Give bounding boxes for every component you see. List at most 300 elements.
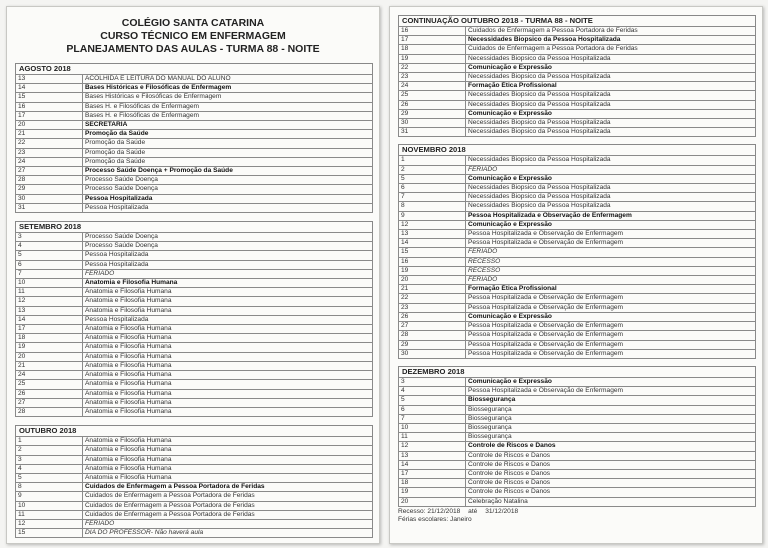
- day-cell: 1: [399, 156, 466, 165]
- lesson-cell: Necessidades Biopsico da Pessoa Hospitalizada: [466, 184, 756, 193]
- recess-start: Recesso: 21/12/2018: [398, 507, 461, 515]
- month-title: CONTINUAÇÃO OUTUBRO 2018 - TURMA 88 - NOITE: [398, 15, 756, 26]
- lesson-cell: Controle de Riscos e Danos: [466, 469, 756, 478]
- schedule-row: [16, 437, 373, 446]
- lesson-cell: Pessoa Hospitalizada e Observação de Enfermagem: [466, 387, 756, 396]
- lesson-cell: Pessoa Hospitalizada e Observação de Enfermagem: [466, 349, 756, 358]
- day-cell: 15: [16, 529, 83, 538]
- lesson-cell: Anatomia e Filosofia Humana: [83, 279, 373, 288]
- lesson-cell: RECESSO: [466, 257, 756, 266]
- schedule-row: [399, 331, 756, 340]
- lesson-cell: Bases H. e Filosóficas de Enfermagem: [83, 111, 373, 120]
- schedule-row: [399, 45, 756, 54]
- month-section: [15, 221, 373, 417]
- schedule-row: [16, 315, 373, 324]
- day-cell: 5: [16, 251, 83, 260]
- lesson-cell: Anatomia e Filosofia Humana: [83, 325, 373, 334]
- schedule-row: [399, 174, 756, 183]
- schedule-row: [16, 473, 373, 482]
- lesson-cell: FERIADO: [466, 165, 756, 174]
- day-cell: 11: [399, 433, 466, 442]
- schedule-row: [399, 211, 756, 220]
- day-cell: 2: [399, 165, 466, 174]
- lesson-cell: SECRETARIA: [83, 121, 373, 130]
- schedule-row: [16, 75, 373, 84]
- day-cell: 16: [399, 27, 466, 36]
- schedule-row: [16, 242, 373, 251]
- month-section: [398, 144, 756, 358]
- schedule-row: [399, 128, 756, 137]
- schedule-row: [16, 167, 373, 176]
- lesson-cell: Biossegurança: [466, 433, 756, 442]
- lesson-cell: Necessidades Biopsico da Pessoa Hospitalizada: [466, 100, 756, 109]
- lesson-cell: Promoção da Saúde: [83, 139, 373, 148]
- day-cell: 17: [16, 111, 83, 120]
- day-cell: 5: [399, 174, 466, 183]
- day-cell: 7: [399, 193, 466, 202]
- schedule-row: [399, 377, 756, 386]
- schedule-row: [16, 203, 373, 212]
- lesson-cell: Controle de Riscos e Danos: [466, 451, 756, 460]
- schedule-row: [16, 176, 373, 185]
- day-cell: 21: [399, 285, 466, 294]
- lesson-cell: Pessoa Hospitalizada e Observação de Enfermagem: [466, 239, 756, 248]
- schedule-row: [399, 488, 756, 497]
- day-cell: 30: [399, 349, 466, 358]
- schedule-row: [399, 387, 756, 396]
- lesson-cell: Anatomia e Filosofia Humana: [83, 464, 373, 473]
- schedule-row: [399, 202, 756, 211]
- lesson-cell: Pessoa Hospitalizada: [83, 315, 373, 324]
- day-cell: 25: [16, 380, 83, 389]
- lesson-cell: Anatomia e Filosofia Humana: [83, 306, 373, 315]
- schedule-row: [399, 433, 756, 442]
- schedule-row: [399, 220, 756, 229]
- recess-end: 31/12/2018: [485, 507, 519, 515]
- day-cell: 19: [399, 488, 466, 497]
- schedule-row: [399, 285, 756, 294]
- lesson-cell: Pessoa Hospitalizada e Observação de Enfermagem: [466, 340, 756, 349]
- day-cell: 17: [16, 325, 83, 334]
- lesson-cell: Processo Saúde Doença: [83, 185, 373, 194]
- recess-note: [398, 508, 754, 517]
- lesson-cell: Necessidades Biopsico da Pessoa Hospitalizada: [466, 119, 756, 128]
- schedule-row: [399, 36, 756, 45]
- lesson-cell: Necessidades Biopsico da Pessoa Hospitalizada: [466, 128, 756, 137]
- lesson-cell: Cuidados de Enfermagem a Pessoa Portadora de Feridas: [83, 510, 373, 519]
- schedule-row: [16, 334, 373, 343]
- day-cell: 12: [399, 220, 466, 229]
- lesson-cell: Processo Saúde Doença: [83, 176, 373, 185]
- day-cell: 3: [16, 233, 83, 242]
- day-cell: 24: [16, 157, 83, 166]
- month-title: OUTUBRO 2018: [15, 425, 373, 436]
- lesson-cell: Cuidados de Enfermagem a Pessoa Portadora de Feridas: [466, 45, 756, 54]
- schedule-row: [16, 352, 373, 361]
- lesson-cell: Bases Históricas e Filosóficas de Enfermagem: [83, 93, 373, 102]
- day-cell: 14: [399, 239, 466, 248]
- lesson-cell: Necessidades Biopsico da Pessoa Hospitalizada: [466, 73, 756, 82]
- day-cell: 14: [399, 460, 466, 469]
- day-cell: 10: [399, 423, 466, 432]
- day-cell: 20: [399, 497, 466, 506]
- schedule-row: [399, 100, 756, 109]
- day-cell: 6: [399, 405, 466, 414]
- day-cell: 21: [16, 361, 83, 370]
- day-cell: 30: [16, 194, 83, 203]
- day-cell: 23: [399, 73, 466, 82]
- month-section: [398, 366, 756, 507]
- day-cell: 3: [399, 377, 466, 386]
- schedule-row: [16, 510, 373, 519]
- day-cell: 4: [399, 387, 466, 396]
- lesson-cell: Anatomia e Filosofia Humana: [83, 473, 373, 482]
- schedule-row: [16, 194, 373, 203]
- schedule-row: [399, 312, 756, 321]
- schedule-table: [15, 232, 373, 417]
- day-cell: 15: [399, 248, 466, 257]
- day-cell: 8: [399, 202, 466, 211]
- schedule-row: [16, 501, 373, 510]
- day-cell: 20: [399, 276, 466, 285]
- day-cell: 27: [16, 167, 83, 176]
- lesson-cell: Biossegurança: [466, 414, 756, 423]
- lesson-cell: Biossegurança: [466, 423, 756, 432]
- lesson-cell: Promoção da Saúde: [83, 130, 373, 139]
- schedule-row: [399, 469, 756, 478]
- lesson-cell: Anatomia e Filosofia Humana: [83, 371, 373, 380]
- day-cell: 26: [16, 389, 83, 398]
- day-cell: 28: [16, 176, 83, 185]
- day-cell: 28: [399, 331, 466, 340]
- lesson-cell: Promoção da Saúde: [83, 157, 373, 166]
- lesson-cell: Comunicação e Expressão: [466, 174, 756, 183]
- day-cell: 5: [399, 396, 466, 405]
- lesson-cell: Necessidades Biopsico da Pessoa Hospitalizada: [466, 156, 756, 165]
- day-cell: 9: [16, 492, 83, 501]
- day-cell: 3: [16, 455, 83, 464]
- lesson-cell: Anatomia e Filosofia Humana: [83, 343, 373, 352]
- day-cell: 12: [399, 442, 466, 451]
- schedule-row: [16, 157, 373, 166]
- lesson-cell: Processo Saúde Doença + Promoção da Saúde: [83, 167, 373, 176]
- schedule-row: [399, 109, 756, 118]
- lesson-cell: Biossegurança: [466, 405, 756, 414]
- lesson-cell: Anatomia e Filosofia Humana: [83, 334, 373, 343]
- schedule-row: [399, 156, 756, 165]
- schedule-row: [399, 165, 756, 174]
- day-cell: 7: [16, 269, 83, 278]
- lesson-cell: Pessoa Hospitalizada: [83, 251, 373, 260]
- day-cell: 5: [16, 473, 83, 482]
- lesson-cell: Comunicação e Expressão: [466, 63, 756, 72]
- schedule-row: [16, 288, 373, 297]
- lesson-cell: DIA DO PROFESSOR- Não haverá aula: [83, 529, 373, 538]
- lesson-cell: Pessoa Hospitalizada e Observação de Enfermagem: [466, 294, 756, 303]
- document-header: [7, 7, 379, 56]
- day-cell: 19: [399, 54, 466, 63]
- lesson-cell: Promoção da Saúde: [83, 148, 373, 157]
- day-cell: 4: [16, 464, 83, 473]
- day-cell: 7: [399, 414, 466, 423]
- lesson-cell: Necessidades Biopsico da Pessoa Hospitalizada: [466, 193, 756, 202]
- day-cell: 9: [399, 211, 466, 220]
- lesson-cell: Formação Ética Profissional: [466, 82, 756, 91]
- day-cell: 24: [16, 371, 83, 380]
- lesson-cell: Anatomia e Filosofia Humana: [83, 446, 373, 455]
- schedule-row: [399, 63, 756, 72]
- day-cell: 19: [399, 266, 466, 275]
- schedule-row: [16, 483, 373, 492]
- schedule-row: [16, 380, 373, 389]
- month-section: [15, 63, 373, 213]
- lesson-cell: Anatomia e Filosofia Humana: [83, 352, 373, 361]
- lesson-cell: Necessidades Biopsico da Pessoa Hospitalizada: [466, 54, 756, 63]
- lesson-cell: FERIADO: [83, 519, 373, 528]
- right-page: [389, 6, 763, 544]
- day-cell: 13: [399, 230, 466, 239]
- lesson-cell: Anatomia e Filosofia Humana: [83, 389, 373, 398]
- day-cell: 2: [16, 446, 83, 455]
- schedule-table: [15, 74, 373, 213]
- month-section: [15, 425, 373, 538]
- day-cell: 18: [399, 479, 466, 488]
- left-schedule: [7, 63, 379, 538]
- day-cell: 17: [399, 469, 466, 478]
- schedule-row: [16, 297, 373, 306]
- lesson-cell: Necessidades Biopsico da Pessoa Hospitalizada: [466, 202, 756, 211]
- day-cell: 29: [399, 109, 466, 118]
- day-cell: 25: [399, 91, 466, 100]
- lesson-cell: Anatomia e Filosofia Humana: [83, 455, 373, 464]
- schedule-row: [399, 349, 756, 358]
- schedule-table: [398, 26, 756, 137]
- schedule-row: [399, 257, 756, 266]
- lesson-cell: Controle de Riscos e Danos: [466, 479, 756, 488]
- day-cell: 22: [399, 294, 466, 303]
- lesson-cell: FERIADO: [466, 276, 756, 285]
- schedule-row: [16, 492, 373, 501]
- day-cell: 13: [16, 306, 83, 315]
- lesson-cell: Pessoa Hospitalizada e Observação de Enfermagem: [466, 303, 756, 312]
- right-schedule: [390, 15, 762, 507]
- schedule-table: [398, 377, 756, 507]
- schedule-row: [399, 266, 756, 275]
- day-cell: 20: [16, 352, 83, 361]
- lesson-cell: Biossegurança: [466, 396, 756, 405]
- schedule-row: [399, 396, 756, 405]
- day-cell: 15: [16, 93, 83, 102]
- day-cell: 28: [16, 407, 83, 416]
- schedule-row: [399, 239, 756, 248]
- lesson-cell: RECESSO: [466, 266, 756, 275]
- lesson-cell: Necessidades Biopsico da Pessoa Hospitalizada: [466, 91, 756, 100]
- lesson-cell: Anatomia e Filosofia Humana: [83, 437, 373, 446]
- month-title: AGOSTO 2018: [15, 63, 373, 74]
- day-cell: 20: [16, 121, 83, 130]
- day-cell: 26: [399, 312, 466, 321]
- day-cell: 17: [399, 36, 466, 45]
- schedule-row: [16, 407, 373, 416]
- schedule-row: [399, 27, 756, 36]
- lesson-cell: Controle de Riscos e Danos: [466, 460, 756, 469]
- schedule-row: [399, 91, 756, 100]
- day-cell: 22: [16, 139, 83, 148]
- plan-title: PLANEJAMENTO DAS AULAS - TURMA 88 - NOITE: [66, 43, 320, 55]
- schedule-row: [399, 82, 756, 91]
- month-title: NOVEMBRO 2018: [398, 144, 756, 155]
- lesson-cell: ACOLHIDA E LEITURA DO MANUAL DO ALUNO: [83, 75, 373, 84]
- day-cell: 10: [16, 501, 83, 510]
- lesson-cell: Formação Ética Profissional: [466, 285, 756, 294]
- lesson-cell: Pessoa Hospitalizada: [83, 203, 373, 212]
- lesson-cell: Anatomia e Filosofia Humana: [83, 380, 373, 389]
- day-cell: 13: [16, 75, 83, 84]
- schedule-row: [399, 193, 756, 202]
- schedule-row: [16, 343, 373, 352]
- day-cell: 30: [399, 119, 466, 128]
- day-cell: 16: [16, 102, 83, 111]
- lesson-cell: Anatomia e Filosofia Humana: [83, 297, 373, 306]
- lesson-cell: Anatomia e Filosofia Humana: [83, 288, 373, 297]
- footer-notes: [398, 508, 754, 525]
- schedule-row: [399, 451, 756, 460]
- lesson-cell: Anatomia e Filosofia Humana: [83, 398, 373, 407]
- day-cell: 27: [399, 322, 466, 331]
- lesson-cell: Controle de Riscos e Danos: [466, 488, 756, 497]
- schedule-row: [16, 269, 373, 278]
- lesson-cell: Cuidados de Enfermagem a Pessoa Portadora de Feridas: [466, 27, 756, 36]
- schedule-row: [399, 184, 756, 193]
- day-cell: 11: [16, 510, 83, 519]
- schedule-row: [399, 405, 756, 414]
- lesson-cell: Pessoa Hospitalizada: [83, 194, 373, 203]
- schedule-row: [16, 251, 373, 260]
- day-cell: 8: [16, 483, 83, 492]
- schedule-table: [15, 436, 373, 538]
- schedule-row: [16, 260, 373, 269]
- schedule-row: [399, 230, 756, 239]
- day-cell: 27: [16, 398, 83, 407]
- schedule-row: [16, 446, 373, 455]
- lesson-cell: Processo Saúde Doença: [83, 233, 373, 242]
- day-cell: 6: [16, 260, 83, 269]
- day-cell: 29: [16, 185, 83, 194]
- schedule-row: [399, 322, 756, 331]
- schedule-row: [16, 93, 373, 102]
- schedule-row: [16, 361, 373, 370]
- lesson-cell: Bases Históricas e Filosóficas de Enfermagem: [83, 84, 373, 93]
- schedule-row: [399, 497, 756, 506]
- schedule-row: [399, 423, 756, 432]
- lesson-cell: Processo Saúde Doença: [83, 242, 373, 251]
- schedule-row: [16, 389, 373, 398]
- lesson-cell: Necessidades Biopsico da Pessoa Hospitalizada: [466, 36, 756, 45]
- schedule-row: [16, 464, 373, 473]
- day-cell: 22: [399, 63, 466, 72]
- lesson-cell: Celebração Natalina: [466, 497, 756, 506]
- schedule-row: [399, 442, 756, 451]
- lesson-cell: Pessoa Hospitalizada e Observação de Enfermagem: [466, 230, 756, 239]
- schedule-row: [399, 414, 756, 423]
- lesson-cell: Anatomia e Filosofia Humana: [83, 407, 373, 416]
- lesson-cell: Pessoa Hospitalizada e Observação de Enfermagem: [466, 331, 756, 340]
- day-cell: 31: [399, 128, 466, 137]
- schedule-row: [16, 130, 373, 139]
- school-name: COLÉGIO SANTA CATARINA: [121, 17, 265, 29]
- left-page: [6, 6, 380, 544]
- month-title: SETEMBRO 2018: [15, 221, 373, 232]
- schedule-row: [399, 340, 756, 349]
- lesson-cell: Cuidados de Enfermagem a Pessoa Portadora de Feridas: [83, 492, 373, 501]
- day-cell: 14: [16, 315, 83, 324]
- month-section: [398, 15, 756, 137]
- lesson-cell: Comunicação e Expressão: [466, 312, 756, 321]
- day-cell: 11: [16, 288, 83, 297]
- day-cell: 18: [16, 334, 83, 343]
- day-cell: 29: [399, 340, 466, 349]
- schedule-row: [16, 529, 373, 538]
- day-cell: 21: [16, 130, 83, 139]
- schedule-row: [16, 325, 373, 334]
- day-cell: 19: [16, 343, 83, 352]
- day-cell: 6: [399, 184, 466, 193]
- schedule-row: [399, 294, 756, 303]
- day-cell: 14: [16, 84, 83, 93]
- day-cell: 24: [399, 82, 466, 91]
- schedule-row: [16, 84, 373, 93]
- schedule-row: [16, 371, 373, 380]
- schedule-row: [399, 248, 756, 257]
- schedule-row: [399, 54, 756, 63]
- day-cell: 23: [16, 148, 83, 157]
- lesson-cell: FERIADO: [83, 269, 373, 278]
- schedule-row: [399, 73, 756, 82]
- vacation-note: Férias escolares: Janeiro: [398, 516, 472, 524]
- schedule-row: [16, 139, 373, 148]
- schedule-table: [398, 155, 756, 358]
- lesson-cell: Comunicação e Expressão: [466, 377, 756, 386]
- schedule-row: [399, 460, 756, 469]
- schedule-row: [16, 111, 373, 120]
- schedule-row: [16, 185, 373, 194]
- day-cell: 23: [399, 303, 466, 312]
- schedule-row: [16, 121, 373, 130]
- day-cell: 18: [399, 45, 466, 54]
- month-title: DEZEMBRO 2018: [398, 366, 756, 377]
- recess-sep: até: [468, 507, 478, 515]
- lesson-cell: Cuidados de Enfermagem a Pessoa Portadora de Feridas: [83, 501, 373, 510]
- lesson-cell: Anatomia e Filosofia Humana: [83, 361, 373, 370]
- lesson-cell: FERIADO: [466, 248, 756, 257]
- day-cell: 12: [16, 297, 83, 306]
- schedule-row: [16, 102, 373, 111]
- schedule-row: [16, 279, 373, 288]
- day-cell: 1: [16, 437, 83, 446]
- schedule-row: [16, 306, 373, 315]
- schedule-row: [16, 519, 373, 528]
- day-cell: 31: [16, 203, 83, 212]
- day-cell: 16: [399, 257, 466, 266]
- schedule-row: [399, 479, 756, 488]
- day-cell: 26: [399, 100, 466, 109]
- lesson-cell: Cuidados de Enfermagem a Pessoa Portadora de Feridas: [83, 483, 373, 492]
- lesson-cell: Pessoa Hospitalizada e Observação de Enfermagem: [466, 211, 756, 220]
- lesson-cell: Bases H. e Filosóficas de Enfermagem: [83, 102, 373, 111]
- schedule-row: [16, 455, 373, 464]
- lesson-cell: Pessoa Hospitalizada e Observação de Enfermagem: [466, 322, 756, 331]
- lesson-cell: Pessoa Hospitalizada: [83, 260, 373, 269]
